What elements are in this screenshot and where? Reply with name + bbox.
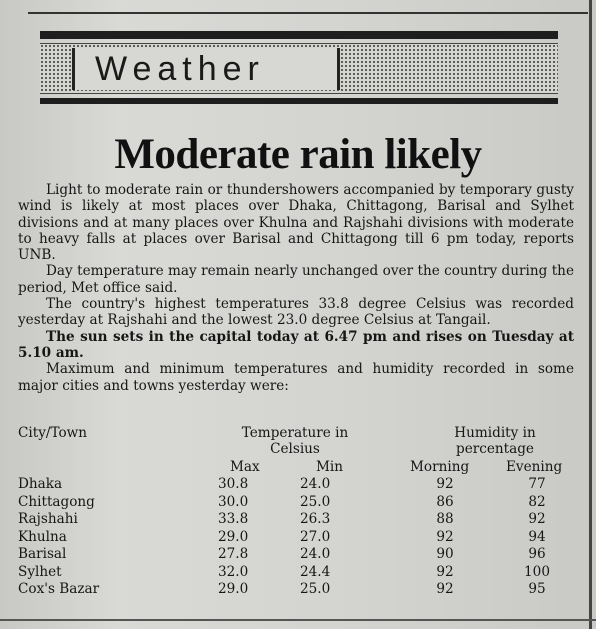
top-rule bbox=[28, 12, 588, 14]
column-header-temperature: Temperature in Celsius bbox=[241, 425, 349, 457]
cell-city: Dhaka bbox=[18, 476, 63, 492]
cell-max: 30.8 bbox=[218, 476, 249, 492]
cell-max: 29.0 bbox=[218, 581, 249, 597]
paragraph-sun-times: The sun sets in the capital today at 6.47 pm and rises on Tuesday at 5.10 am. bbox=[18, 328, 574, 361]
paragraph-day-temperature: Day temperature may remain nearly unchanged over the country during the period, Met office said. bbox=[18, 263, 574, 296]
cell-morning: 92 bbox=[436, 581, 454, 597]
weather-data-table bbox=[18, 476, 578, 599]
column-divider bbox=[589, 0, 592, 629]
table-row bbox=[18, 564, 578, 582]
cell-min: 27.0 bbox=[300, 528, 331, 545]
cell-city: Cox's Bazar bbox=[18, 581, 100, 597]
subheader-morning: Morning bbox=[410, 459, 470, 475]
cell-city: Sylhet bbox=[18, 563, 62, 580]
cell-max: 29.0 bbox=[218, 528, 249, 545]
cell-min: 25.0 bbox=[300, 581, 331, 597]
cell-city: Chittagong bbox=[18, 493, 95, 510]
cell-evening: 82 bbox=[528, 493, 546, 510]
cell-evening: 100 bbox=[524, 563, 550, 580]
cell-morning: 90 bbox=[436, 546, 454, 562]
cell-city: Barisal bbox=[18, 546, 67, 562]
cell-evening: 77 bbox=[528, 476, 546, 492]
cell-min: 26.3 bbox=[300, 511, 331, 527]
table-row bbox=[18, 511, 578, 529]
article-body bbox=[18, 182, 574, 394]
cell-min: 24.0 bbox=[300, 546, 331, 562]
cell-morning: 92 bbox=[436, 563, 454, 580]
table-row bbox=[18, 476, 578, 494]
subheader-max: Max bbox=[230, 459, 260, 475]
bottom-rule bbox=[0, 619, 596, 621]
cell-evening: 96 bbox=[528, 546, 546, 562]
cell-morning: 88 bbox=[436, 511, 454, 527]
cell-city: Rajshahi bbox=[18, 511, 78, 527]
banner-bottom-bar bbox=[40, 98, 558, 104]
table-row bbox=[18, 546, 578, 564]
cell-evening: 95 bbox=[528, 581, 546, 597]
section-label: Weather bbox=[72, 48, 340, 90]
cell-evening: 94 bbox=[528, 528, 546, 545]
cell-morning: 92 bbox=[436, 528, 454, 545]
headline: Moderate rain likely bbox=[114, 131, 482, 178]
paragraph-table-intro: Maximum and minimum temperatures and humidity recorded in some major cities and towns yesterday were: bbox=[18, 361, 574, 394]
subheader-min: Min bbox=[316, 459, 344, 475]
cell-evening: 92 bbox=[528, 511, 546, 527]
paragraph-forecast: Light to moderate rain or thundershowers accompanied by temporary gusty wind is likely at most places over Dhaka, Chittagong, Barisal and Sylhet divisions and at many places over Khulna and Rajshahi divisions with moderate to heavy falls at places over Barisal and Chittagong till 6 pm today, reports UNB. bbox=[18, 182, 574, 264]
cell-city: Khulna bbox=[18, 528, 67, 545]
table-row bbox=[18, 494, 578, 512]
table-row bbox=[18, 581, 578, 599]
cell-max: 33.8 bbox=[218, 511, 249, 527]
subheader-evening: Evening bbox=[506, 459, 563, 475]
cell-max: 27.8 bbox=[218, 546, 249, 562]
column-header-humidity: Humidity in percentage bbox=[454, 425, 536, 457]
table-row bbox=[18, 529, 578, 547]
column-header-city: City/Town bbox=[18, 425, 88, 441]
cell-min: 24.4 bbox=[300, 563, 331, 580]
paragraph-extremes: The country's highest temperatures 33.8 degree Celsius was recorded yesterday at Rajshahi and the lowest 23.0 degree Celsius at Tangail. bbox=[18, 296, 574, 329]
cell-max: 32.0 bbox=[218, 563, 249, 580]
cell-max: 30.0 bbox=[218, 493, 249, 510]
cell-morning: 92 bbox=[436, 476, 454, 492]
cell-morning: 86 bbox=[436, 493, 454, 510]
cell-min: 24.0 bbox=[300, 476, 331, 492]
banner-top-bar bbox=[40, 31, 558, 39]
cell-min: 25.0 bbox=[300, 493, 331, 510]
